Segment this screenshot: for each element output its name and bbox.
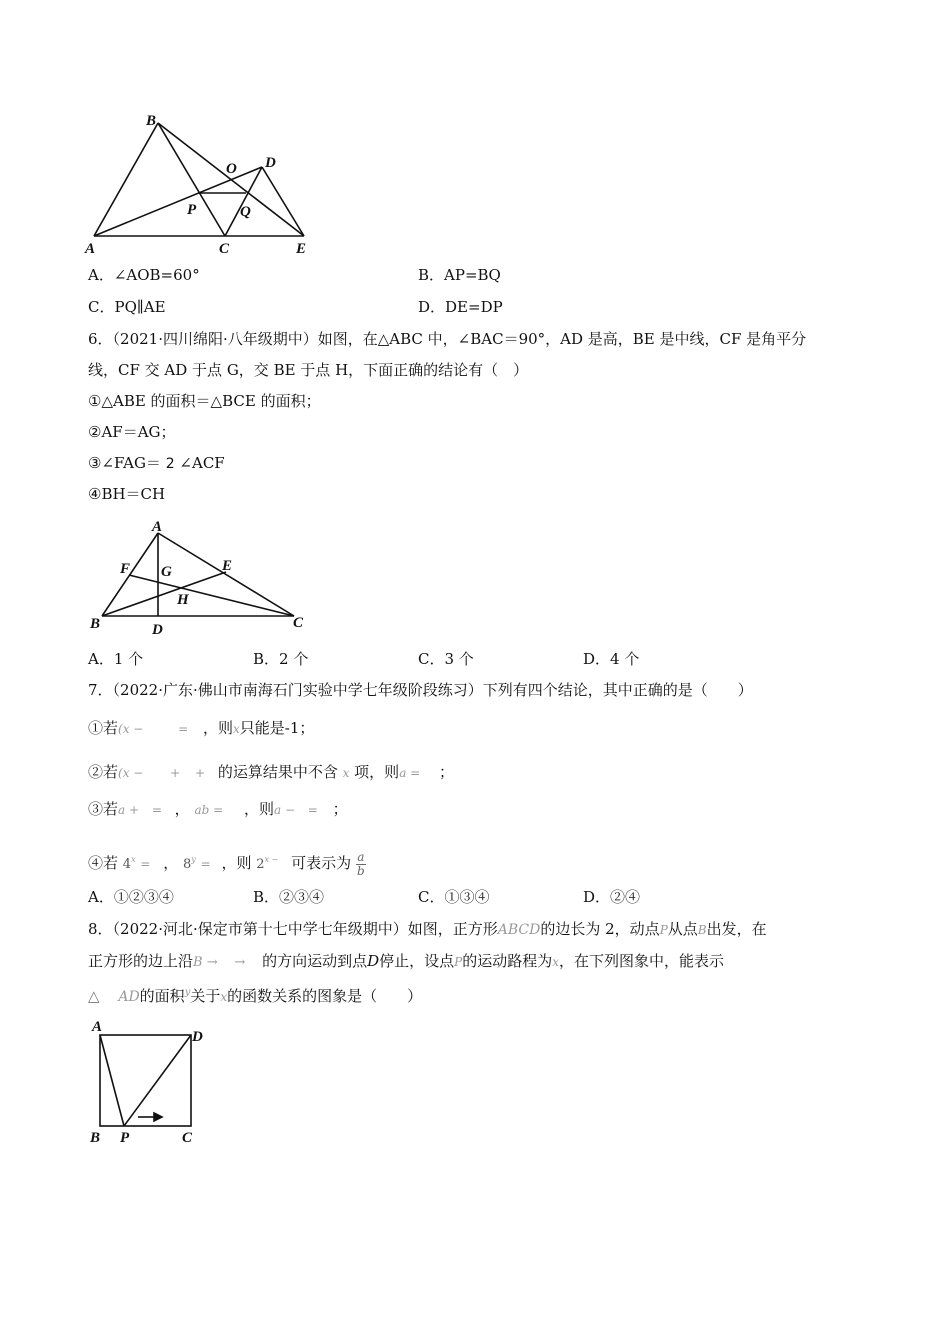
- q6-s3-c: ∠ACF: [179, 454, 225, 472]
- q8-l1-e: 从点: [667, 920, 698, 938]
- q7-s4-prefix: ④若: [88, 854, 119, 872]
- q6-option-d[interactable]: D．4 个: [583, 650, 640, 668]
- fig5-label-A: A: [85, 241, 96, 257]
- fig5-label-E: E: [296, 241, 307, 257]
- fig6-label-E: E: [222, 558, 233, 574]
- q8-l3-d: y: [184, 987, 191, 998]
- q8-stem-line3: [88, 983, 422, 1007]
- q7-s1-var: x: [232, 722, 240, 736]
- q6-statement-2: ②AF＝AG；: [88, 423, 176, 441]
- fig5-label-O: O: [226, 161, 237, 177]
- q7-s4-base-8: 8: [183, 857, 192, 872]
- q7-s4-eq2: =: [200, 857, 211, 871]
- q8-l2-f: 停止，设点: [379, 952, 455, 970]
- q7-s4-then: ，则: [221, 854, 252, 872]
- q8-l3-c: 的面积: [139, 987, 185, 1005]
- q8-l2-i: x: [552, 955, 559, 969]
- q7-s1-prefix: ①若: [88, 719, 119, 737]
- q7-s2-result: a =: [399, 766, 421, 780]
- q6-statement-4: ④BH＝CH: [88, 485, 166, 503]
- q7-option-b[interactable]: B．②③④: [253, 888, 325, 906]
- q8-stem-line1: [88, 919, 767, 940]
- q6-stem-line2: 线，CF 交 AD 于点 G，交 BE 于点 H，下面正确的结论有（ ）: [88, 361, 529, 379]
- q7-option-a[interactable]: A．①②③④: [88, 888, 174, 906]
- q7-s3-formula-e: =: [307, 803, 318, 817]
- q7-s3-then: ，则: [243, 800, 274, 818]
- q5-option-d[interactable]: D．DE=DP: [418, 298, 503, 316]
- q6-statement-3: [88, 453, 225, 474]
- q7-s3-end: ；: [332, 800, 348, 818]
- fig8-label-A: A: [92, 1019, 103, 1035]
- q8-l3-g: 的函数关系的图象是（ ）: [227, 987, 423, 1005]
- q8-stem-line2: [88, 951, 724, 973]
- figure-q5: [80, 105, 320, 260]
- q7-s4-denominator: b: [357, 863, 365, 878]
- q6-statement-1: ①△ABE 的面积＝△BCE 的面积；: [88, 392, 321, 410]
- fig6-label-H: H: [177, 592, 189, 608]
- q8-l2-j: ，在下列图象中，能表示: [559, 952, 725, 970]
- q8-l2-g: P: [454, 955, 463, 969]
- q8-l2-c: →: [234, 955, 246, 970]
- q8-l2-b: B →: [193, 955, 218, 970]
- q7-s2-text: 的运算结果中不含: [217, 763, 338, 781]
- q5-option-c[interactable]: C．PQ∥AE: [88, 298, 166, 316]
- q7-s3-formula-d: a −: [273, 803, 296, 817]
- q6-s3-a: ③∠FAG＝: [88, 454, 161, 472]
- q8-l1-a: 8．（2022·河北·保定市第十七中学七年级期中）如图，正方形: [88, 920, 498, 938]
- q7-s4-exp-y: y: [191, 855, 196, 864]
- figure-q6: [84, 515, 324, 640]
- fig6-label-G: G: [161, 564, 172, 580]
- q8-l3-b: AD: [118, 989, 140, 1005]
- q7-s2-formula-a: (x −: [118, 766, 144, 780]
- q8-l3-e: 关于: [190, 987, 221, 1005]
- q7-s4-base-4: 4: [122, 857, 132, 872]
- q7-s1-formula-b: =: [178, 722, 189, 736]
- fig6-label-F: F: [120, 561, 131, 577]
- q6-option-c[interactable]: C．3 个: [418, 650, 474, 668]
- q7-s4-numerator: a: [357, 849, 365, 864]
- q8-l2-a: 正方形的边上沿: [88, 952, 194, 970]
- fig8-label-B: B: [90, 1130, 101, 1146]
- q7-s4-text: 可表示为: [291, 854, 352, 872]
- fig6-label-C: C: [293, 615, 304, 631]
- q7-statement-2: [88, 762, 454, 783]
- q8-l3-f: x: [220, 990, 228, 1004]
- q8-l1-d: P: [659, 923, 668, 937]
- q8-l3-a: △: [88, 987, 100, 1005]
- q7-s4-eq1: =: [140, 857, 151, 871]
- q7-s2-formula-c: +: [194, 766, 206, 780]
- q7-statement-3: [88, 799, 348, 820]
- q8-l2-e: D: [367, 952, 380, 970]
- q6-option-b[interactable]: B．2 个: [253, 650, 309, 668]
- fig6-label-B: B: [90, 616, 101, 632]
- fig8-label-C: C: [182, 1130, 193, 1146]
- q5-option-a[interactable]: A．∠AOB=60°: [88, 266, 200, 284]
- q7-s2-formula-b: +: [170, 766, 181, 780]
- q5-option-b[interactable]: B．AP=BQ: [418, 266, 501, 284]
- q6-stem-line1: 6．（2021·四川绵阳·八年级期中）如图，在△ABC 中，∠BAC＝90°，AD 是高，BE 是中线，CF 是角平分: [88, 330, 807, 348]
- fig6-label-A: A: [152, 519, 163, 535]
- q7-s4-exp-x: x: [131, 855, 136, 864]
- q7-s3-prefix: ③若: [88, 800, 119, 818]
- q8-l1-f: B: [697, 923, 707, 937]
- fig5-label-Q: Q: [240, 204, 251, 220]
- q8-l1-c: 的边长为 2，动点: [540, 920, 660, 938]
- q7-s3-comma: ，: [174, 800, 190, 818]
- q7-s4-comma: ，: [163, 854, 179, 872]
- q7-stem: 7．（2022·广东·佛山市南海石门实验中学七年级阶段练习）下列有四个结论，其中正确的是（ ）: [88, 681, 753, 699]
- q7-s1-then: ，则: [202, 719, 233, 737]
- fig5-label-B: B: [146, 113, 157, 129]
- q7-statement-4: [88, 842, 366, 878]
- figure-q8: [84, 1012, 214, 1147]
- q8-l2-h: 的运动路程为: [462, 952, 553, 970]
- q7-statement-1: [88, 718, 314, 739]
- q7-s2-end: ；: [439, 763, 455, 781]
- q7-s3-formula-c: ab =: [194, 803, 224, 817]
- q8-l1-b: ABCD: [497, 922, 541, 938]
- q7-s1-formula-a: (x −: [118, 722, 144, 736]
- fig5-label-D: D: [265, 155, 276, 171]
- q7-s2-prefix: ②若: [88, 763, 119, 781]
- q7-s2-var: x: [342, 766, 350, 780]
- fig8-label-P: P: [120, 1130, 130, 1146]
- q7-s2-then: 项，则: [354, 763, 400, 781]
- q6-s3-b: 2: [165, 456, 175, 472]
- fig5-label-P: P: [187, 202, 197, 218]
- q8-l1-g: 出发，在: [706, 920, 767, 938]
- q7-option-c[interactable]: C．①③④: [418, 888, 490, 906]
- q7-s4-exp: x −: [264, 855, 279, 864]
- q7-s4-fraction: [356, 851, 366, 878]
- q7-s3-formula-a: a +: [118, 803, 140, 817]
- q7-option-d[interactable]: D．②④: [583, 888, 641, 906]
- q6-option-a[interactable]: A．1 个: [88, 650, 144, 668]
- q7-s4-base-2: 2: [256, 857, 265, 872]
- q8-l2-d: 的方向运动到点: [262, 952, 368, 970]
- q7-s1-suffix: 只能是-1；: [239, 719, 315, 737]
- fig6-label-D: D: [152, 622, 163, 638]
- q7-s3-formula-b: =: [151, 803, 162, 817]
- fig5-label-C: C: [219, 241, 230, 257]
- fig8-label-D: D: [192, 1029, 203, 1045]
